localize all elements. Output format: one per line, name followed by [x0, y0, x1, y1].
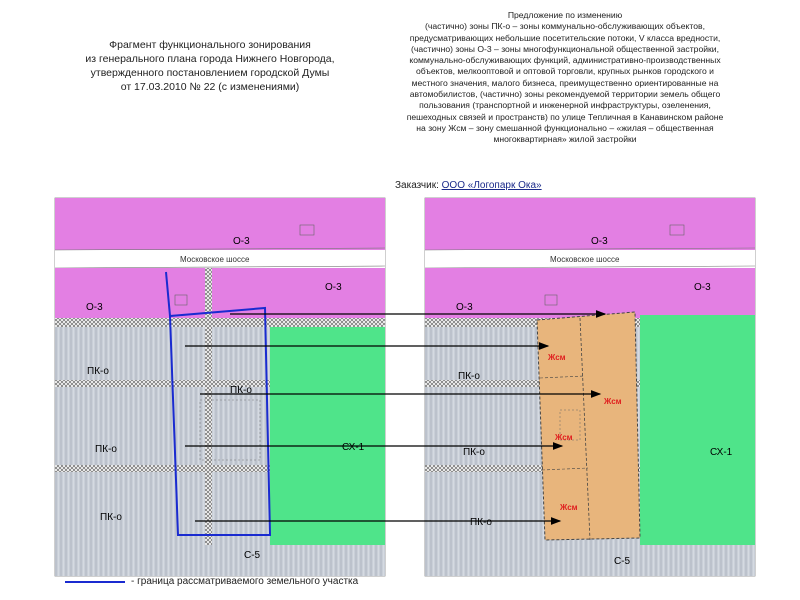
left-label-pk-1: ПК-о — [87, 366, 109, 377]
left-hatch-strip — [55, 318, 385, 327]
right-label-o3-mid-left: О-3 — [456, 302, 473, 313]
right-label-zhsm-4: Жсм — [560, 503, 578, 512]
left-zone-c5 — [55, 545, 385, 576]
legend — [65, 576, 358, 587]
customer-name: ООО «Логопарк Ока» — [441, 180, 542, 191]
left-label-c5: С-5 — [244, 550, 261, 561]
left-road-label: Московское шоссе — [180, 255, 250, 264]
left-map-title: Фрагмент функционального зонирования из генерального плана города Нижнего Новгорода, утвержденного постановлением городской Думы от 17.03.2010 № 22 (с изменениями) — [85, 39, 335, 93]
right-label-pk-1: ПК-о — [458, 371, 480, 382]
right-zone-o3-middle — [425, 268, 755, 318]
customer-label: Заказчик: — [395, 180, 439, 191]
left-label-o3-top: О-3 — [233, 236, 250, 247]
right-label-o3-top: О-3 — [591, 236, 608, 247]
right-map-title: Предложение по изменению (частично) зоны ПК-о – зоны коммунально-обслуживающих объектов, предусматривающих небольшие посетительские потоки, V класса вредности, (частично) зоны О-3 – зоны многофункциональной общественной застройки, коммунально-обслуживающих функций, административно-производственных объектов, мелкооптовой и оптовой торговли, крупных рынков городского и местного значения, малого бизнеса, преимущественно ориентированные на автомобилистов, (частично) зоны рекомендуемой территории земель общего пользования (транспортной и инженерной инфраструктуры, озеленения, пешеходных связей и пространств) по улице Тепличная в Канавинском районе на зону Жсм – зону смешанной функционально – «жилая – общественная многоквартирная» жилой застройки — [406, 10, 724, 145]
left-label-pk-2: ПК-о — [230, 385, 252, 396]
legend-boundary-swatch — [65, 581, 125, 583]
right-label-zhsm-3: Жсм — [555, 433, 573, 442]
right-zone-sx1 — [640, 315, 755, 545]
right-label-o3-mid-right: О-3 — [694, 282, 711, 293]
right-label-pk-2: ПК-о — [463, 447, 485, 458]
right-label-sx1: СХ-1 — [710, 447, 733, 458]
legend-text: - граница рассматриваемого земельного участка — [131, 576, 359, 587]
right-zone-c5 — [425, 545, 755, 576]
left-label-o3-mid-right: О-3 — [325, 282, 342, 293]
left-zone-pk — [55, 327, 270, 545]
right-zone-o3-top — [425, 198, 755, 250]
left-zone-o3-top — [55, 198, 385, 250]
left-map — [55, 198, 385, 576]
right-map — [425, 198, 755, 576]
right-label-zhsm-1: Жсм — [548, 353, 566, 362]
right-label-c5: С-5 — [614, 556, 631, 567]
left-label-o3-mid-left: О-3 — [86, 302, 103, 313]
left-label-pk-3: ПК-о — [95, 444, 117, 455]
left-label-sx1: СХ-1 — [342, 442, 365, 453]
right-label-pk-3: ПК-о — [470, 517, 492, 528]
left-zone-sx1 — [270, 327, 385, 545]
left-zone-o3-middle — [55, 268, 385, 318]
right-road-label: Московское шоссе — [550, 255, 620, 264]
right-label-zhsm-2: Жсм — [604, 397, 622, 406]
left-label-pk-4: ПК-о — [100, 512, 122, 523]
